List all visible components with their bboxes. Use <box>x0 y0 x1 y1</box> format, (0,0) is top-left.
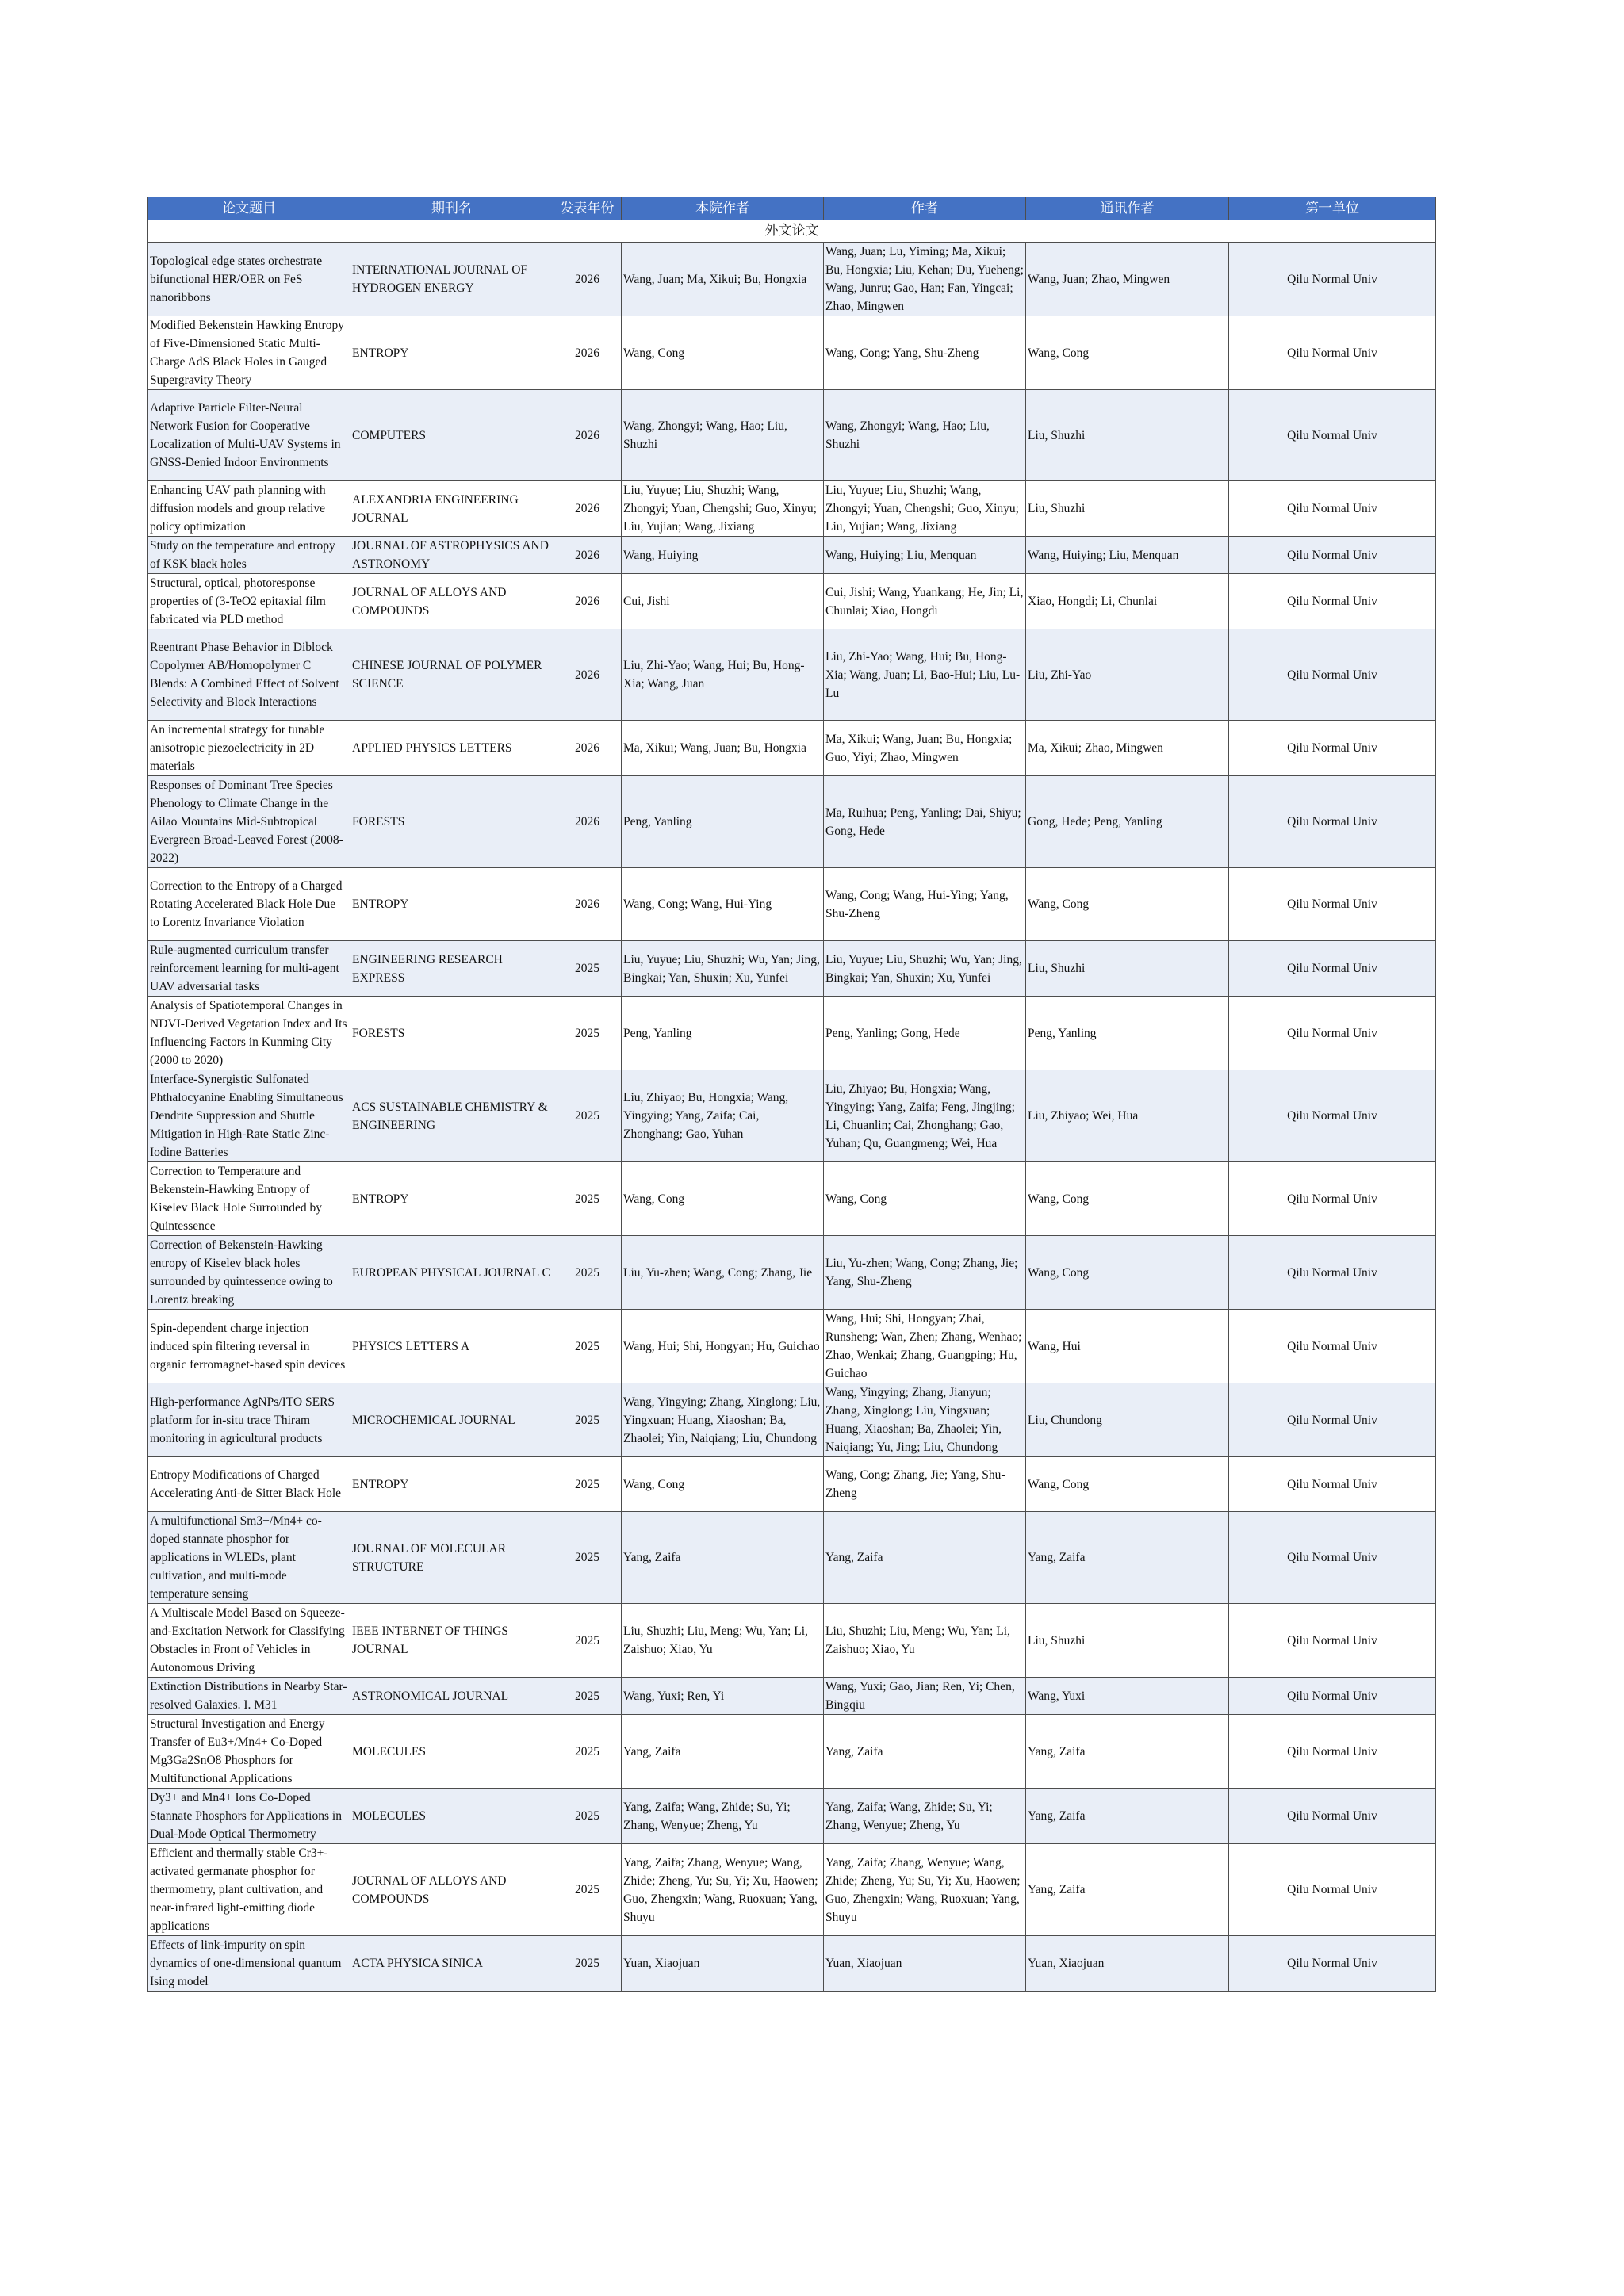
cell-authors: Wang, Yuxi; Gao, Jian; Ren, Yi; Chen, Bingqiu <box>824 1678 1026 1715</box>
cell-local-authors: Wang, Zhongyi; Wang, Hao; Liu, Shuzhi <box>622 390 824 481</box>
cell-journal: MOLECULES <box>350 1789 553 1844</box>
cell-local-authors: Ma, Xikui; Wang, Juan; Bu, Hongxia <box>622 721 824 776</box>
cell-authors: Wang, Cong; Yang, Shu-Zheng <box>824 316 1026 390</box>
cell-corresponding: Wang, Cong <box>1026 1457 1229 1512</box>
cell-authors: Liu, Yuyue; Liu, Shuzhi; Wu, Yan; Jing, Bingkai; Yan, Shuxin; Xu, Yunfei <box>824 941 1026 997</box>
section-title: 外文论文 <box>148 220 1436 243</box>
cell-authors: Yuan, Xiaojuan <box>824 1936 1026 1992</box>
cell-first-unit: Qilu Normal Univ <box>1229 941 1436 997</box>
cell-first-unit: Qilu Normal Univ <box>1229 537 1436 574</box>
cell-local-authors: Yang, Zaifa; Wang, Zhide; Su, Yi; Zhang, Wenyue; Zheng, Yu <box>622 1789 824 1844</box>
cell-first-unit: Qilu Normal Univ <box>1229 316 1436 390</box>
cell-corresponding: Yuan, Xiaojuan <box>1026 1936 1229 1992</box>
cell-corresponding: Liu, Chundong <box>1026 1383 1229 1457</box>
cell-first-unit: Qilu Normal Univ <box>1229 243 1436 316</box>
table-row <box>148 1789 1436 1844</box>
cell-local-authors: Liu, Yu-zhen; Wang, Cong; Zhang, Jie <box>622 1236 824 1310</box>
cell-authors: Wang, Cong; Zhang, Jie; Yang, Shu-Zheng <box>824 1457 1026 1512</box>
cell-title: Enhancing UAV path planning with diffusion models and group relative policy optimization <box>148 481 350 537</box>
cell-journal: MICROCHEMICAL JOURNAL <box>350 1383 553 1457</box>
cell-journal: JOURNAL OF MOLECULAR STRUCTURE <box>350 1512 553 1604</box>
cell-local-authors: Liu, Zhi-Yao; Wang, Hui; Bu, Hong-Xia; Wang, Juan <box>622 629 824 721</box>
cell-local-authors: Wang, Juan; Ma, Xikui; Bu, Hongxia <box>622 243 824 316</box>
cell-first-unit: Qilu Normal Univ <box>1229 1715 1436 1789</box>
cell-journal: ENTROPY <box>350 316 553 390</box>
cell-first-unit: Qilu Normal Univ <box>1229 1844 1436 1936</box>
cell-local-authors: Wang, Cong; Wang, Hui-Ying <box>622 868 824 941</box>
cell-local-authors: Cui, Jishi <box>622 574 824 629</box>
cell-year: 2026 <box>553 243 622 316</box>
cell-first-unit: Qilu Normal Univ <box>1229 481 1436 537</box>
cell-corresponding: Ma, Xikui; Zhao, Mingwen <box>1026 721 1229 776</box>
cell-first-unit: Qilu Normal Univ <box>1229 1457 1436 1512</box>
cell-journal: COMPUTERS <box>350 390 553 481</box>
cell-year: 2025 <box>553 1715 622 1789</box>
cell-journal: ENTROPY <box>350 868 553 941</box>
cell-local-authors: Yang, Zaifa <box>622 1715 824 1789</box>
cell-title: An incremental strategy for tunable anisotropic piezoelectricity in 2D materials <box>148 721 350 776</box>
cell-journal: ENTROPY <box>350 1162 553 1236</box>
cell-first-unit: Qilu Normal Univ <box>1229 1512 1436 1604</box>
cell-authors: Yang, Zaifa; Zhang, Wenyue; Wang, Zhide; Zheng, Yu; Su, Yi; Xu, Haowen; Guo, Zhengxin; Wang, Ruoxuan; Yang, Shuyu <box>824 1844 1026 1936</box>
cell-title: Modified Bekenstein Hawking Entropy of Five-Dimensioned Static Multi-Charge AdS Black Holes in Gauged Supergravity Theory <box>148 316 350 390</box>
header-local-authors: 本院作者 <box>622 197 824 220</box>
cell-year: 2025 <box>553 1162 622 1236</box>
cell-year: 2026 <box>553 629 622 721</box>
cell-local-authors: Wang, Yuxi; Ren, Yi <box>622 1678 824 1715</box>
cell-title: Structural, optical, photoresponse properties of (3-TeO2 epitaxial film fabricated via PLD method <box>148 574 350 629</box>
cell-local-authors: Liu, Yuyue; Liu, Shuzhi; Wang, Zhongyi; Yuan, Chengshi; Guo, Xinyu; Liu, Yujian; Wang, Jixiang <box>622 481 824 537</box>
cell-authors: Wang, Cong; Wang, Hui-Ying; Yang, Shu-Zheng <box>824 868 1026 941</box>
cell-first-unit: Qilu Normal Univ <box>1229 390 1436 481</box>
cell-journal: FORESTS <box>350 776 553 868</box>
cell-corresponding: Yang, Zaifa <box>1026 1512 1229 1604</box>
publication-table <box>147 197 1436 1992</box>
table-row <box>148 1310 1436 1383</box>
cell-corresponding: Wang, Juan; Zhao, Mingwen <box>1026 243 1229 316</box>
cell-title: Dy3+ and Mn4+ Ions Co-Doped Stannate Phosphors for Applications in Dual-Mode Optical Thermometry <box>148 1789 350 1844</box>
cell-year: 2026 <box>553 868 622 941</box>
cell-journal: JOURNAL OF ALLOYS AND COMPOUNDS <box>350 1844 553 1936</box>
cell-journal: JOURNAL OF ASTROPHYSICS AND ASTRONOMY <box>350 537 553 574</box>
cell-year: 2025 <box>553 1844 622 1936</box>
cell-corresponding: Liu, Zhiyao; Wei, Hua <box>1026 1070 1229 1162</box>
cell-title: Extinction Distributions in Nearby Star-resolved Galaxies. I. M31 <box>148 1678 350 1715</box>
cell-journal: INTERNATIONAL JOURNAL OF HYDROGEN ENERGY <box>350 243 553 316</box>
cell-authors: Wang, Zhongyi; Wang, Hao; Liu, Shuzhi <box>824 390 1026 481</box>
cell-title: Structural Investigation and Energy Transfer of Eu3+/Mn4+ Co-Doped Mg3Ga2SnO8 Phosphors for Multifunctional Applications <box>148 1715 350 1789</box>
cell-local-authors: Wang, Cong <box>622 1457 824 1512</box>
cell-first-unit: Qilu Normal Univ <box>1229 1678 1436 1715</box>
cell-corresponding: Wang, Cong <box>1026 316 1229 390</box>
cell-authors: Wang, Cong <box>824 1162 1026 1236</box>
cell-corresponding: Wang, Hui <box>1026 1310 1229 1383</box>
cell-journal: IEEE INTERNET OF THINGS JOURNAL <box>350 1604 553 1678</box>
table-row <box>148 316 1436 390</box>
cell-first-unit: Qilu Normal Univ <box>1229 868 1436 941</box>
table-row <box>148 776 1436 868</box>
cell-year: 2026 <box>553 481 622 537</box>
table-row <box>148 1936 1436 1992</box>
cell-title: Spin-dependent charge injection induced spin filtering reversal in organic ferromagnet-based spin devices <box>148 1310 350 1383</box>
cell-local-authors: Wang, Yingying; Zhang, Xinglong; Liu, Yingxuan; Huang, Xiaoshan; Ba, Zhaolei; Yin, Naiqiang; Liu, Chundong <box>622 1383 824 1457</box>
cell-local-authors: Yang, Zaifa <box>622 1512 824 1604</box>
cell-authors: Liu, Zhiyao; Bu, Hongxia; Wang, Yingying; Yang, Zaifa; Feng, Jingjing; Li, Chuanlin; Cai, Zhonghang; Gao, Yuhan; Qu, Guangmeng; Wei, Hua <box>824 1070 1026 1162</box>
cell-corresponding: Liu, Zhi-Yao <box>1026 629 1229 721</box>
cell-year: 2025 <box>553 1789 622 1844</box>
cell-first-unit: Qilu Normal Univ <box>1229 997 1436 1070</box>
cell-corresponding: Gong, Hede; Peng, Yanling <box>1026 776 1229 868</box>
cell-year: 2025 <box>553 1512 622 1604</box>
cell-title: Correction to the Entropy of a Charged Rotating Accelerated Black Hole Due to Lorentz Invariance Violation <box>148 868 350 941</box>
cell-local-authors: Yang, Zaifa; Zhang, Wenyue; Wang, Zhide; Zheng, Yu; Su, Yi; Xu, Haowen; Guo, Zhengxin; Wang, Ruoxuan; Yang, Shuyu <box>622 1844 824 1936</box>
cell-corresponding: Xiao, Hongdi; Li, Chunlai <box>1026 574 1229 629</box>
cell-year: 2025 <box>553 941 622 997</box>
cell-authors: Yang, Zaifa <box>824 1715 1026 1789</box>
table-row <box>148 390 1436 481</box>
cell-authors: Wang, Yingying; Zhang, Jianyun; Zhang, Xinglong; Liu, Yingxuan; Huang, Xiaoshan; Ba, Zhaolei; Yin, Naiqiang; Yu, Jing; Liu, Chundong <box>824 1383 1026 1457</box>
header-first-unit: 第一单位 <box>1229 197 1436 220</box>
cell-title: Efficient and thermally stable Cr3+-activated germanate phosphor for thermometry, plant cultivation, and near-infrared light-emitting diode applications <box>148 1844 350 1936</box>
cell-corresponding: Yang, Zaifa <box>1026 1789 1229 1844</box>
cell-first-unit: Qilu Normal Univ <box>1229 1383 1436 1457</box>
cell-corresponding: Liu, Shuzhi <box>1026 481 1229 537</box>
table-row <box>148 1604 1436 1678</box>
table-row <box>148 1457 1436 1512</box>
section-row <box>148 220 1436 243</box>
cell-authors: Ma, Xikui; Wang, Juan; Bu, Hongxia; Guo, Yiyi; Zhao, Mingwen <box>824 721 1026 776</box>
cell-first-unit: Qilu Normal Univ <box>1229 1070 1436 1162</box>
table-row <box>148 721 1436 776</box>
table-row <box>148 574 1436 629</box>
cell-journal: EUROPEAN PHYSICAL JOURNAL C <box>350 1236 553 1310</box>
cell-journal: ENTROPY <box>350 1457 553 1512</box>
cell-title: Entropy Modifications of Charged Accelerating Anti-de Sitter Black Hole <box>148 1457 350 1512</box>
cell-corresponding: Wang, Cong <box>1026 868 1229 941</box>
cell-title: Correction of Bekenstein-Hawking entropy of Kiselev black holes surrounded by quintessence owing to Lorentz breaking <box>148 1236 350 1310</box>
cell-first-unit: Qilu Normal Univ <box>1229 1789 1436 1844</box>
table-row <box>148 997 1436 1070</box>
cell-title: Study on the temperature and entropy of KSK black holes <box>148 537 350 574</box>
table-row <box>148 629 1436 721</box>
cell-local-authors: Wang, Cong <box>622 1162 824 1236</box>
table-row <box>148 1070 1436 1162</box>
cell-local-authors: Peng, Yanling <box>622 776 824 868</box>
table-row <box>148 1715 1436 1789</box>
table-row <box>148 1383 1436 1457</box>
cell-authors: Liu, Shuzhi; Liu, Meng; Wu, Yan; Li, Zaishuo; Xiao, Yu <box>824 1604 1026 1678</box>
cell-year: 2026 <box>553 721 622 776</box>
header-row <box>148 197 1436 220</box>
cell-journal: ACS SUSTAINABLE CHEMISTRY & ENGINEERING <box>350 1070 553 1162</box>
cell-title: Effects of link-impurity on spin dynamics of one-dimensional quantum Ising model <box>148 1936 350 1992</box>
cell-first-unit: Qilu Normal Univ <box>1229 776 1436 868</box>
cell-corresponding: Wang, Cong <box>1026 1236 1229 1310</box>
cell-corresponding: Liu, Shuzhi <box>1026 390 1229 481</box>
table-row <box>148 1162 1436 1236</box>
table-row <box>148 537 1436 574</box>
cell-year: 2026 <box>553 390 622 481</box>
cell-journal: ALEXANDRIA ENGINEERING JOURNAL <box>350 481 553 537</box>
cell-year: 2025 <box>553 1236 622 1310</box>
cell-first-unit: Qilu Normal Univ <box>1229 721 1436 776</box>
cell-local-authors: Wang, Hui; Shi, Hongyan; Hu, Guichao <box>622 1310 824 1383</box>
cell-title: Interface-Synergistic Sulfonated Phthalocyanine Enabling Simultaneous Dendrite Suppression and Shuttle Mitigation in High-Rate Static Zinc-Iodine Batteries <box>148 1070 350 1162</box>
cell-year: 2026 <box>553 574 622 629</box>
header-journal: 期刊名 <box>350 197 553 220</box>
table-row <box>148 243 1436 316</box>
cell-year: 2025 <box>553 1678 622 1715</box>
cell-first-unit: Qilu Normal Univ <box>1229 1236 1436 1310</box>
cell-corresponding: Liu, Shuzhi <box>1026 941 1229 997</box>
cell-corresponding: Wang, Cong <box>1026 1162 1229 1236</box>
cell-authors: Wang, Juan; Lu, Yiming; Ma, Xikui; Bu, Hongxia; Liu, Kehan; Du, Yueheng; Wang, Junru; Gao, Han; Fan, Yingcai; Zhao, Mingwen <box>824 243 1026 316</box>
cell-local-authors: Liu, Yuyue; Liu, Shuzhi; Wu, Yan; Jing, Bingkai; Yan, Shuxin; Xu, Yunfei <box>622 941 824 997</box>
cell-authors: Yang, Zaifa <box>824 1512 1026 1604</box>
cell-title: Reentrant Phase Behavior in Diblock Copolymer AB/Homopolymer C Blends: A Combined Effect of Solvent Selectivity and Block Interactions <box>148 629 350 721</box>
cell-local-authors: Wang, Cong <box>622 316 824 390</box>
cell-authors: Liu, Yu-zhen; Wang, Cong; Zhang, Jie; Yang, Shu-Zheng <box>824 1236 1026 1310</box>
cell-title: Topological edge states orchestrate bifunctional HER/OER on FeS nanoribbons <box>148 243 350 316</box>
cell-first-unit: Qilu Normal Univ <box>1229 1936 1436 1992</box>
cell-title: A Multiscale Model Based on Squeeze-and-Excitation Network for Classifying Obstacles in Front of Vehicles in Autonomous Driving <box>148 1604 350 1678</box>
cell-authors: Yang, Zaifa; Wang, Zhide; Su, Yi; Zhang, Wenyue; Zheng, Yu <box>824 1789 1026 1844</box>
table-row <box>148 1512 1436 1604</box>
cell-journal: APPLIED PHYSICS LETTERS <box>350 721 553 776</box>
cell-title: Correction to Temperature and Bekenstein-Hawking Entropy of Kiselev Black Hole Surrounded by Quintessence <box>148 1162 350 1236</box>
cell-title: A multifunctional Sm3+/Mn4+ co-doped stannate phosphor for applications in WLEDs, plant cultivation, and multi-mode temperature sensing <box>148 1512 350 1604</box>
header-title: 论文题目 <box>148 197 350 220</box>
cell-corresponding: Liu, Shuzhi <box>1026 1604 1229 1678</box>
cell-title: Rule-augmented curriculum transfer reinforcement learning for multi-agent UAV adversarial tasks <box>148 941 350 997</box>
cell-year: 2026 <box>553 537 622 574</box>
cell-journal: PHYSICS LETTERS A <box>350 1310 553 1383</box>
table-row <box>148 941 1436 997</box>
cell-title: Responses of Dominant Tree Species Phenology to Climate Change in the Ailao Mountains Mid-Subtropical Evergreen Broad-Leaved Forest (2008-2022) <box>148 776 350 868</box>
cell-year: 2026 <box>553 316 622 390</box>
cell-corresponding: Wang, Yuxi <box>1026 1678 1229 1715</box>
cell-local-authors: Liu, Shuzhi; Liu, Meng; Wu, Yan; Li, Zaishuo; Xiao, Yu <box>622 1604 824 1678</box>
cell-corresponding: Yang, Zaifa <box>1026 1715 1229 1789</box>
cell-year: 2025 <box>553 1457 622 1512</box>
table-row <box>148 1844 1436 1936</box>
cell-first-unit: Qilu Normal Univ <box>1229 629 1436 721</box>
cell-year: 2025 <box>553 1383 622 1457</box>
cell-journal: MOLECULES <box>350 1715 553 1789</box>
cell-first-unit: Qilu Normal Univ <box>1229 1604 1436 1678</box>
cell-title: Adaptive Particle Filter-Neural Network Fusion for Cooperative Localization of Multi-UAV Systems in GNSS-Denied Indoor Environments <box>148 390 350 481</box>
table-row <box>148 1236 1436 1310</box>
cell-corresponding: Yang, Zaifa <box>1026 1844 1229 1936</box>
cell-year: 2026 <box>553 776 622 868</box>
cell-local-authors: Liu, Zhiyao; Bu, Hongxia; Wang, Yingying; Yang, Zaifa; Cai, Zhonghang; Gao, Yuhan <box>622 1070 824 1162</box>
cell-year: 2025 <box>553 1070 622 1162</box>
cell-journal: ASTRONOMICAL JOURNAL <box>350 1678 553 1715</box>
cell-year: 2025 <box>553 1936 622 1992</box>
cell-authors: Liu, Zhi-Yao; Wang, Hui; Bu, Hong-Xia; Wang, Juan; Li, Bao-Hui; Liu, Lu-Lu <box>824 629 1026 721</box>
cell-first-unit: Qilu Normal Univ <box>1229 1310 1436 1383</box>
header-authors: 作者 <box>824 197 1026 220</box>
cell-first-unit: Qilu Normal Univ <box>1229 574 1436 629</box>
cell-first-unit: Qilu Normal Univ <box>1229 1162 1436 1236</box>
cell-local-authors: Peng, Yanling <box>622 997 824 1070</box>
cell-year: 2025 <box>553 997 622 1070</box>
cell-corresponding: Wang, Huiying; Liu, Menquan <box>1026 537 1229 574</box>
table-row <box>148 1678 1436 1715</box>
cell-authors: Wang, Hui; Shi, Hongyan; Zhai, Runsheng; Wan, Zhen; Zhang, Wenhao; Zhao, Wenkai; Zhang, Guangping; Hu, Guichao <box>824 1310 1026 1383</box>
cell-corresponding: Peng, Yanling <box>1026 997 1229 1070</box>
cell-local-authors: Wang, Huiying <box>622 537 824 574</box>
cell-title: Analysis of Spatiotemporal Changes in NDVI-Derived Vegetation Index and Its Influencing Factors in Kunming City (2000 to 2020) <box>148 997 350 1070</box>
cell-year: 2025 <box>553 1310 622 1383</box>
cell-title: High-performance AgNPs/ITO SERS platform for in-situ trace Thiram monitoring in agricultural products <box>148 1383 350 1457</box>
header-corresponding: 通讯作者 <box>1026 197 1229 220</box>
cell-year: 2025 <box>553 1604 622 1678</box>
cell-journal: ACTA PHYSICA SINICA <box>350 1936 553 1992</box>
table-row <box>148 868 1436 941</box>
cell-authors: Cui, Jishi; Wang, Yuankang; He, Jin; Li, Chunlai; Xiao, Hongdi <box>824 574 1026 629</box>
cell-authors: Wang, Huiying; Liu, Menquan <box>824 537 1026 574</box>
cell-local-authors: Yuan, Xiaojuan <box>622 1936 824 1992</box>
cell-authors: Liu, Yuyue; Liu, Shuzhi; Wang, Zhongyi; Yuan, Chengshi; Guo, Xinyu; Liu, Yujian; Wang, Jixiang <box>824 481 1026 537</box>
cell-authors: Ma, Ruihua; Peng, Yanling; Dai, Shiyu; Gong, Hede <box>824 776 1026 868</box>
cell-journal: FORESTS <box>350 997 553 1070</box>
cell-journal: ENGINEERING RESEARCH EXPRESS <box>350 941 553 997</box>
cell-journal: CHINESE JOURNAL OF POLYMER SCIENCE <box>350 629 553 721</box>
table-row <box>148 481 1436 537</box>
cell-authors: Peng, Yanling; Gong, Hede <box>824 997 1026 1070</box>
cell-journal: JOURNAL OF ALLOYS AND COMPOUNDS <box>350 574 553 629</box>
header-year: 发表年份 <box>553 197 622 220</box>
